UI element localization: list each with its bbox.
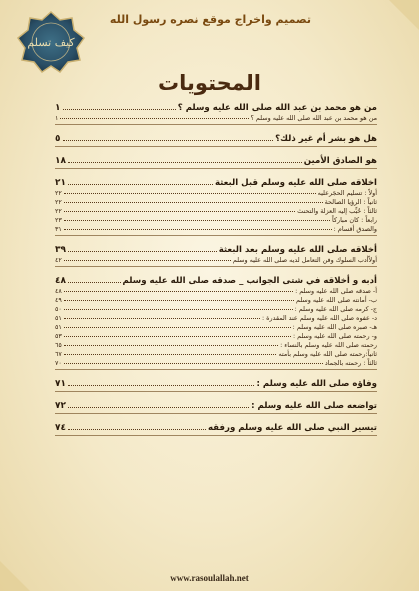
section-divider [55,391,377,392]
toc-subitem-page: ٧٠ [55,359,62,367]
dot-leader [64,354,277,355]
toc-heading-text: أخلاقه صلى الله عليه وسلم بعد البعثة [218,245,377,255]
toc-heading[interactable] [55,100,377,113]
toc-subitem[interactable] [55,349,377,358]
dot-leader [63,140,274,141]
toc-subitem-page: ٢٢ [55,207,62,215]
dot-leader [64,220,330,221]
dot-leader [64,327,291,328]
toc-subitem[interactable] [55,255,377,264]
footer-url[interactable]: www.rasoulallah.net [170,573,249,583]
dot-leader [60,118,248,119]
toc-subitem[interactable] [55,188,377,197]
toc-subitem[interactable] [55,295,377,304]
toc-heading-page: ١٨ [55,156,66,166]
toc-heading-text: تيسير النبي صلى الله عليه وسلم ورفقه [207,423,377,433]
toc-heading-text: هو الصادق الأمين [303,156,377,166]
toc-heading[interactable] [55,242,377,255]
dot-leader [64,363,323,364]
dot-leader [68,385,254,386]
dot-leader [68,251,217,252]
toc-section [55,175,377,236]
toc-heading[interactable] [55,175,377,188]
toc-subitem-page: ٦٥ [55,341,62,349]
toc-heading-text: هل هو بشر أم غير ذلك؟ [275,134,377,144]
dot-leader [64,193,316,194]
header-credit: تصميم واخراج موقع نصره رسول الله [109,13,311,26]
toc-section [55,420,377,436]
toc-subitem[interactable] [55,224,377,233]
toc-subitem[interactable] [55,197,377,206]
dot-leader [64,300,294,301]
toc-subitem-text: ج- كرمه صلى الله عليه وسلم : [294,305,377,313]
toc-heading-page: ٧٤ [55,423,66,433]
toc-subitem-text: و- رحمته صلى الله عليه وسلم : [292,332,377,340]
toc-subitem-page: ٥١ [55,314,62,322]
dot-leader [68,184,213,185]
toc-section [55,100,377,125]
toc-heading-page: ٢١ [55,178,66,188]
toc-subitem-text: ثالثاً : رحمته بالجماد [324,359,377,367]
toc-heading-text: وفاؤه صلى الله عليه وسلم : [256,379,377,389]
toc-subitem-page: ٤٢ [55,256,62,264]
section-divider [55,124,377,125]
toc-subitem-page: ٥٣ [55,332,62,340]
dot-leader [68,429,206,430]
toc-subitem-page: ٤٩ [55,296,62,304]
toc-section [55,131,377,147]
dot-leader [64,345,278,346]
toc-subitem-text: والصدق أقسام : [333,225,377,233]
dot-leader [68,162,302,163]
toc-subitem-text: ثانياً : الرؤيا الصالحة [324,198,377,206]
page-title: المحتويات [158,71,261,95]
toc-subitem-text: ب- أمانته صلى الله عليه وسلم [296,296,377,304]
toc-subitem-page: ٢٢ [55,198,62,206]
toc-subitem[interactable] [55,340,377,349]
dot-leader [64,336,291,337]
toc-subitem-text: رحمته صلى الله عليه وسلم بالنساء : [280,341,377,349]
section-divider [55,168,377,169]
dot-leader [64,202,323,203]
toc-subitem[interactable] [55,331,377,340]
toc-section [55,398,377,414]
section-divider [55,266,377,267]
section-divider [55,146,377,147]
toc-section [55,153,377,169]
toc-heading-page: ١ [55,103,61,113]
toc-heading-text: أدبه و أخلاقه في شتى الجوانب _ صدقه صلى الله عليه وسلم [122,276,377,286]
toc-heading[interactable] [55,398,377,411]
toc-heading[interactable] [55,376,377,389]
toc-subitem-text: أولاًأدب السلوك وفن التعامل لديه صلى الله عليه وسلم [232,256,377,264]
toc-subitem-text: من هو محمد بن عبد الله صلى الله عليه وسلم ؟ [250,114,377,122]
toc-heading-page: ٥ [55,134,61,144]
dot-leader [64,309,293,310]
toc-section [55,376,377,392]
dot-leader [64,211,295,212]
toc-subitem[interactable] [55,286,377,295]
corner-ornament-top [389,0,419,30]
toc-subitem-page: ٤٨ [55,287,62,295]
toc-subitem-page: ٣١ [55,225,62,233]
toc-heading[interactable] [55,273,377,286]
toc-subitem-page: ٢٣ [55,216,62,224]
toc-subitem-text: د- عفوه صلى الله عليه وسلم عند المقدرة : [261,314,377,322]
toc-subitem[interactable] [55,304,377,313]
toc-subitem[interactable] [55,206,377,215]
toc-section [55,242,377,267]
section-divider [55,235,377,236]
toc-subitem-text: أولاً : تسليم الحجَرعليه [317,189,377,197]
section-divider [55,369,377,370]
dot-leader [63,109,176,110]
toc-heading-page: ٧٢ [55,401,66,411]
section-divider [55,435,377,436]
toc-subitem-text: ثالثاً : حُبِّب إليه العزلة والتحنث [297,207,377,215]
toc-subitem-page: ٢٢ [55,189,62,197]
toc-subitem-page: ١ [55,114,59,122]
toc-subitem-text: ثانياً:رحمته صلى الله عليه وسلم بأمته [278,350,377,358]
toc-subitem[interactable] [55,358,377,367]
toc-heading-page: ٣٩ [55,245,66,255]
section-divider [55,413,377,414]
toc-heading-page: ٧١ [55,379,66,389]
toc-subitem-page: ٦٧ [55,350,62,358]
toc-heading-text: تواضعه صلى الله عليه وسلم : [251,401,377,411]
toc-subitem-page: ٥٠ [55,305,62,313]
toc-heading[interactable] [55,153,377,166]
toc-subitem[interactable] [55,322,377,331]
toc-subitem-text: هـ- صبره صلى الله عليه وسلم : [292,323,377,331]
dot-leader [64,291,293,292]
toc-heading[interactable] [55,420,377,433]
dot-leader [64,260,231,261]
toc-subitem[interactable] [55,313,377,322]
toc-subitem[interactable] [55,215,377,224]
svg-text:كيف تسلم: كيف تسلم [27,36,75,49]
dot-leader [64,229,332,230]
toc-heading-page: ٤٨ [55,276,66,286]
toc-section [55,273,377,370]
toc-heading-text: اخلاقه صلى الله عليه وسلم قبل البعثة [214,178,377,188]
seal-logo [14,10,88,74]
dot-leader [68,407,249,408]
dot-leader [64,318,260,319]
toc-subitem[interactable] [55,113,377,122]
toc-subitem-page: ٥١ [55,323,62,331]
dot-leader [68,282,121,283]
toc-subitem-text: أ- صدقه صلى الله عليه وسلم : [295,287,377,295]
toc-subitem-text: رابعاً : كان مباركاً [332,216,377,224]
toc-heading[interactable] [55,131,377,144]
toc-heading-text: من هو محمد بن عبد الله صلى الله عليه وسلم ؟ [177,103,377,113]
table-of-contents [55,100,377,442]
